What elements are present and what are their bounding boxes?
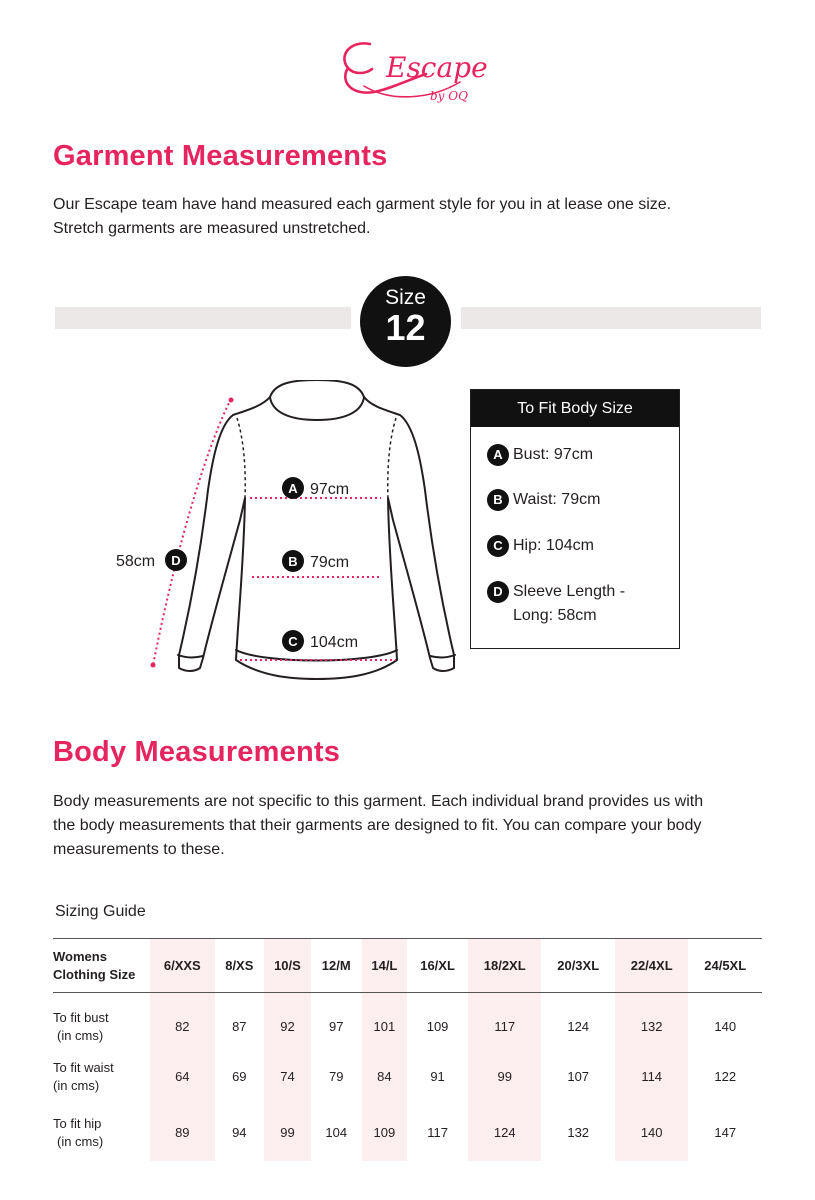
size-badge: [360, 276, 451, 367]
table-cell: 132: [567, 1125, 590, 1140]
badge-d-icon: D: [487, 581, 509, 603]
garment-measurements-title: Garment Measurements: [53, 140, 388, 172]
body-description-line: the body measurements that their garments are designed to fit. You can compare your body: [53, 817, 702, 834]
table-cell: 92: [264, 993, 311, 1049]
size-header: 10/S: [264, 939, 311, 993]
fit-box-title: To Fit Body Size: [471, 390, 679, 427]
garment-diagram: [0, 380, 470, 690]
measure-a-value: 97cm: [310, 481, 350, 498]
sizing-guide-label: Sizing Guide: [55, 903, 146, 920]
size-header: 18/2XL: [468, 939, 541, 993]
size-header: 12/M: [321, 958, 351, 973]
size-header: 6/XXS: [150, 939, 215, 993]
size-header: 8/XS: [225, 958, 254, 973]
badge-c-icon: C: [487, 535, 509, 557]
body-description-line: Body measurements are not specific to this garment. Each individual brand provides us with: [53, 793, 704, 810]
size-divider-right: [461, 307, 761, 329]
table-cell: 140: [714, 1019, 737, 1035]
badge-b-icon: B: [487, 489, 509, 511]
table-cell: 104: [325, 1125, 348, 1140]
table-cell: 109: [426, 1019, 449, 1035]
table-cell: 132: [615, 993, 688, 1049]
table-cell: 64: [150, 1049, 215, 1105]
fit-row-text: Sleeve Length -: [513, 583, 626, 600]
garment-description: [53, 193, 773, 241]
row-label: To fit waist (in cms): [53, 1059, 114, 1093]
table-cell: 124: [567, 1019, 590, 1035]
fit-row-waist: [487, 488, 600, 512]
size-divider-left: [55, 307, 351, 329]
table-cell: 89: [150, 1105, 215, 1161]
logo-main-text: Escape: [386, 51, 488, 84]
table-cell: 101: [362, 993, 408, 1049]
badge-a-icon: A: [487, 444, 509, 466]
size-header: 14/L: [362, 939, 408, 993]
table-cell: 109: [362, 1105, 408, 1161]
body-measurements-title: Body Measurements: [53, 736, 341, 768]
table-cell: 82: [150, 993, 215, 1049]
measure-b: [282, 550, 349, 572]
table-cell: 87: [232, 1019, 247, 1035]
size-header: 16/XL: [420, 958, 455, 973]
table-cell: 140: [615, 1105, 688, 1161]
table-row: [53, 993, 762, 1049]
measure-c: [282, 630, 358, 652]
size-value: 12: [385, 307, 426, 348]
size-header: 22/4XL: [615, 939, 688, 993]
table-cell: 79: [329, 1069, 344, 1084]
fit-row-hip: [487, 534, 594, 558]
garment-description-line: Stretch garments are measured unstretched.: [53, 220, 371, 237]
fit-body-size-box: [470, 389, 680, 649]
header-cell: Womens Clothing Size: [53, 948, 136, 982]
garment-description-line: Our Escape team have hand measured each garment style for you in at lease one size.: [53, 196, 672, 213]
sizing-table: [53, 938, 762, 1161]
table-cell: 117: [468, 993, 541, 1049]
table-cell: 74: [264, 1049, 311, 1105]
sizing-header-row: [53, 939, 762, 993]
fit-row-text: Long: 58cm: [513, 607, 597, 624]
table-cell: 99: [264, 1105, 311, 1161]
table-cell: 99: [468, 1049, 541, 1105]
size-header: 24/5XL: [704, 958, 747, 973]
measure-a: [282, 477, 349, 499]
table-row: [53, 1049, 762, 1105]
body-description-line: measurements to these.: [53, 841, 225, 858]
measure-c-value: 104cm: [310, 634, 359, 651]
svg-text:B: B: [288, 554, 298, 569]
table-cell: 97: [329, 1019, 344, 1035]
table-cell: 84: [362, 1049, 408, 1105]
table-cell: 91: [430, 1069, 445, 1084]
svg-text:C: C: [288, 634, 298, 649]
table-cell: 117: [427, 1125, 448, 1140]
row-label: To fit hip (in cms): [53, 1115, 104, 1149]
measure-b-value: 79cm: [310, 554, 350, 571]
escape-logo: [330, 22, 490, 112]
svg-text:A: A: [288, 481, 298, 496]
fit-row-text: Hip: 104cm: [513, 537, 594, 554]
table-cell: 122: [714, 1069, 737, 1084]
svg-text:D: D: [171, 553, 181, 568]
table-cell: 124: [468, 1105, 541, 1161]
table-cell: 69: [232, 1069, 247, 1084]
row-label: To fit bust (in cms): [53, 1009, 109, 1043]
table-cell: 94: [232, 1125, 247, 1140]
size-header: 20/3XL: [557, 958, 600, 973]
table-cell: 107: [567, 1069, 590, 1084]
fit-row-sleeve: [487, 580, 625, 628]
body-description: [53, 790, 773, 862]
fit-row-text: Waist: 79cm: [513, 491, 601, 508]
table-cell: 147: [714, 1125, 737, 1140]
measure-d: [116, 549, 187, 571]
logo-sub-text: by OQ: [430, 89, 468, 103]
fit-row-text: Bust: 97cm: [513, 446, 594, 463]
measure-d-value: 58cm: [116, 553, 156, 570]
measurement-lines: [153, 399, 396, 665]
table-row: [53, 1105, 762, 1161]
table-cell: 114: [615, 1049, 688, 1105]
size-label: Size: [385, 286, 426, 309]
fit-row-bust: [487, 443, 593, 467]
